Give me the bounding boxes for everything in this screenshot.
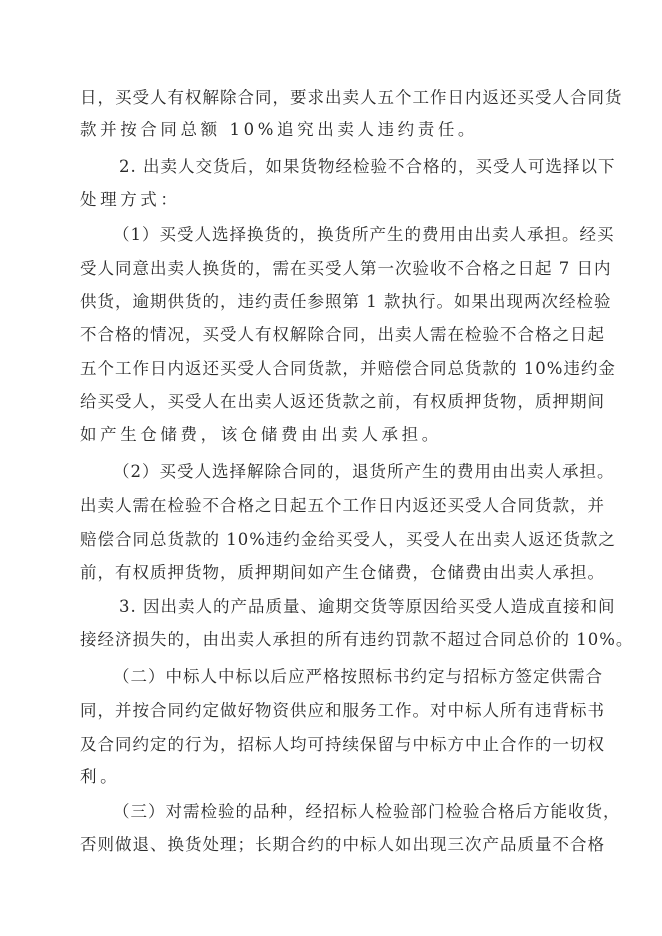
text-line: 接经济损失的，由出卖人承担的所有违约罚款不超过合同总价的 10%。: [80, 630, 634, 649]
text-line: 出卖人需在检验不合格之日起五个工作日内返还买受人合同货款，并: [80, 496, 605, 515]
paragraph-start-line: （二）中标人中标以后应严格按照标书约定与招标方签定供需合: [113, 667, 603, 686]
text-line: 如产生仓储费，该仓储费由出卖人承担。: [80, 425, 442, 444]
text-line: 否则做退、换货处理；长期合约的中标人如出现三次产品质量不合格: [80, 835, 605, 854]
text-line: 款并按合同总额 10%追究出卖人违约责任。: [80, 120, 479, 139]
paragraph-start-line: （2）买受人选择解除合同的，退货所产生的费用由出卖人承担。: [113, 462, 615, 481]
text-line: 五个工作日内返还买受人合同货款，并赔偿合同总货款的 10%违约金: [80, 359, 616, 378]
text-line: 利。: [80, 767, 121, 786]
text-line: 受人同意出卖人换货的，需在买受人第一次验收不合格之日起 7 日内: [80, 259, 612, 278]
paragraph-start-line: 2. 出卖人交货后，如果货物经检验不合格的，买受人可选择以下: [119, 157, 616, 176]
text-line: 给买受人，买受人在出卖人返还货款之前，有权质押货物，质押期间: [80, 392, 605, 411]
text-line: 同，并按合同约定做好物资供应和服务工作。对中标人所有违背标书: [80, 701, 605, 720]
text-line: 不合格的情况，买受人有权解除合同，出卖人需在检验不合格之日起: [80, 325, 605, 344]
paragraph-start-line: （三）对需检验的品种，经招标人检验部门检验合格后方能收货，: [113, 802, 621, 821]
text-line: 及合同约定的行为，招标人均可持续保留与中标方中止合作的一切权: [80, 735, 605, 754]
text-line: 前，有权质押货物，质押期间如产生仓储费，仓储费由出卖人承担。: [80, 563, 605, 582]
text-line: 处理方式：: [80, 190, 181, 209]
text-line: 赔偿合同总货款的 10%违约金给买受人，买受人在出卖人返还货款之: [80, 530, 616, 549]
text-line: 日，买受人有权解除合同，要求出卖人五个工作日内返还买受人合同货: [80, 88, 623, 107]
text-line: 供货，逾期供货的，违约责任参照第 1 款执行。如果出现两次经检验: [80, 292, 612, 311]
paragraph-start-line: （1）买受人选择换货的，换货所产生的费用由出卖人承担。经买: [113, 225, 615, 244]
paragraph-start-line: 3. 因出卖人的产品质量、逾期交货等原因给买受人造成直接和间: [119, 597, 616, 616]
